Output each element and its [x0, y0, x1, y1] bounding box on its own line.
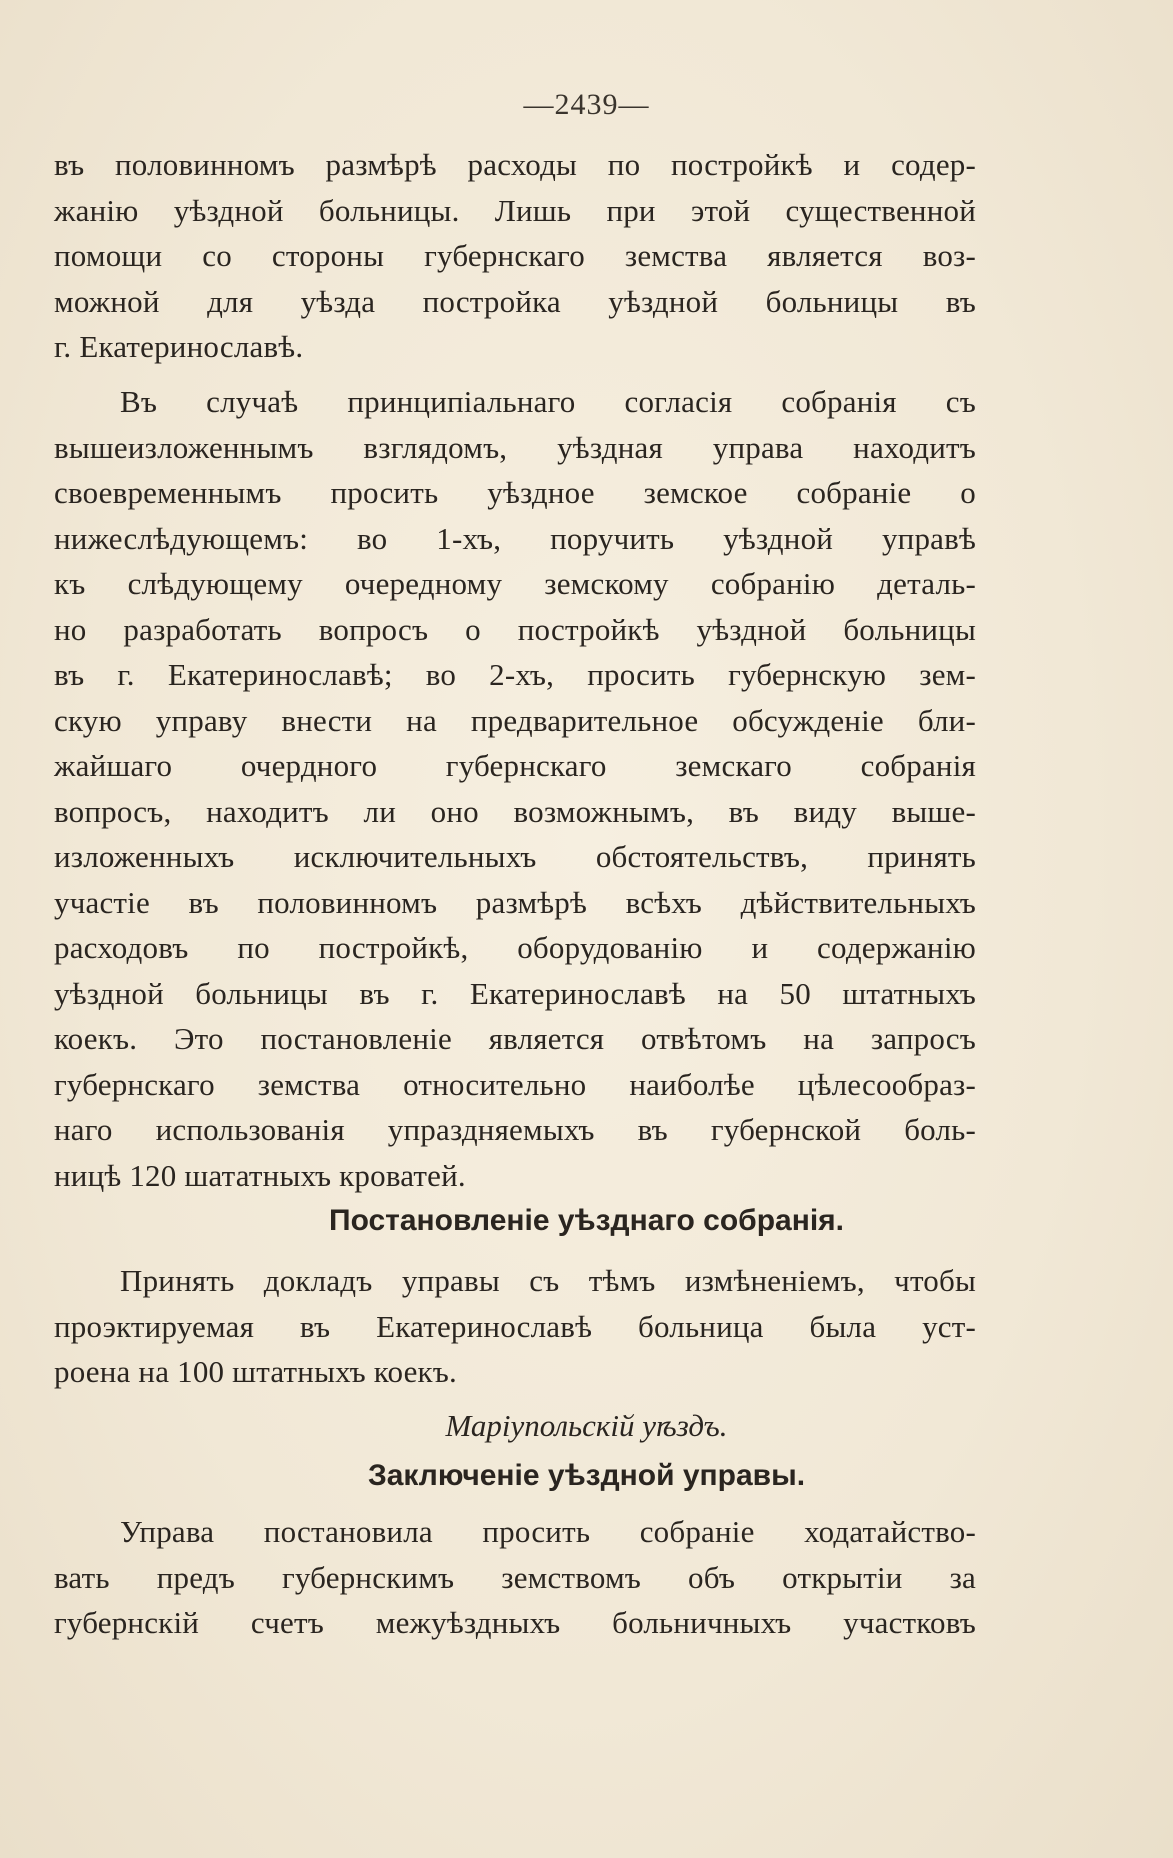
- text-line: нижеслѣдующемъ: во 1-хъ, поручить уѣздной управѣ: [54, 520, 976, 556]
- text-line: г. Екатеринославѣ.: [54, 329, 304, 364]
- page-number: —2439—: [523, 88, 650, 121]
- text-line: къ слѣдующему очередному земскому собранію деталь-: [54, 566, 976, 601]
- text-line: въ половинномъ размѣрѣ расходы по постройкѣ и содер-: [54, 147, 976, 182]
- text-line: своевременнымъ просить уѣздное земское собраніе о: [54, 475, 976, 510]
- text-line: помощи со стороны губернскаго земства является воз-: [54, 238, 976, 273]
- text-line: Въ случаѣ принципіальнаго согласія собранія съ: [120, 384, 976, 419]
- heading-district-board-conclusion: Заключеніе уѣздной управы.: [367, 1459, 806, 1492]
- text-line: Принять докладъ управы съ тѣмъ измѣненіемъ, чтобы: [120, 1263, 976, 1298]
- text-line: Управа постановила просить собраніе ходатайство-: [120, 1514, 976, 1549]
- text-line: жайшаго очердного губернскаго земскаго собранія: [54, 748, 976, 783]
- paragraph-board-conclusion: [54, 1509, 976, 1646]
- text-line: наго использованія упраздняемыхъ въ губернской боль-: [54, 1112, 976, 1147]
- paragraph-resolution: [54, 1258, 976, 1395]
- text-line: уѣздной больницы въ г. Екатеринославѣ на 50 штатныхъ: [54, 975, 976, 1011]
- heading-district-assembly-resolution: Постановленіе уѣзднаго собранія.: [329, 1204, 844, 1237]
- paragraph-continuation: [54, 142, 976, 370]
- text-line: вать предъ губернскимъ земствомъ объ открытіи за: [54, 1559, 976, 1595]
- text-line: вопросъ, находитъ ли оно возможнымъ, въ виду выше-: [54, 793, 976, 829]
- text-line: губернскій счетъ межуѣздныхъ больничныхъ участковъ: [54, 1605, 976, 1640]
- text-line: но разработать вопросъ о постройкѣ уѣздной больницы: [54, 611, 976, 647]
- subheading-district-name: Маріупольскій уѣздъ.: [445, 1408, 728, 1443]
- text-line: вышеизложеннымъ взглядомъ, уѣздная управа находитъ: [54, 429, 976, 465]
- text-line: можной для уѣзда постройка уѣздной больницы въ: [54, 283, 976, 319]
- text-line: въ г. Екатеринославѣ; во 2-хъ, просить губернскую зем-: [54, 657, 976, 692]
- text-line: роена на 100 штатныхъ коекъ.: [54, 1354, 457, 1389]
- text-line: жанію уѣздной больницы. Лишь при этой существенной: [54, 192, 976, 228]
- text-line: участіе въ половинномъ размѣрѣ всѣхъ дѣйствительныхъ: [54, 884, 976, 920]
- text-line: проэктируемая въ Екатеринославѣ больница была уст-: [54, 1308, 976, 1344]
- text-line: губернскаго земства относительно наиболѣе цѣлесообраз-: [54, 1066, 976, 1102]
- text-line: расходовъ по постройкѣ, оборудованію и содержанію: [54, 930, 976, 965]
- text-line: изложенныхъ исключительныхъ обстоятельствъ, принять: [54, 839, 976, 874]
- text-line: коекъ. Это постановленіе является отвѣтомъ на запросъ: [54, 1021, 976, 1056]
- paragraph-proposal: [54, 379, 976, 1198]
- text-line: ницѣ 120 шататныхъ кроватей.: [54, 1157, 466, 1193]
- text-line: скую управу внести на предварительное обсужденіе бли-: [54, 702, 976, 738]
